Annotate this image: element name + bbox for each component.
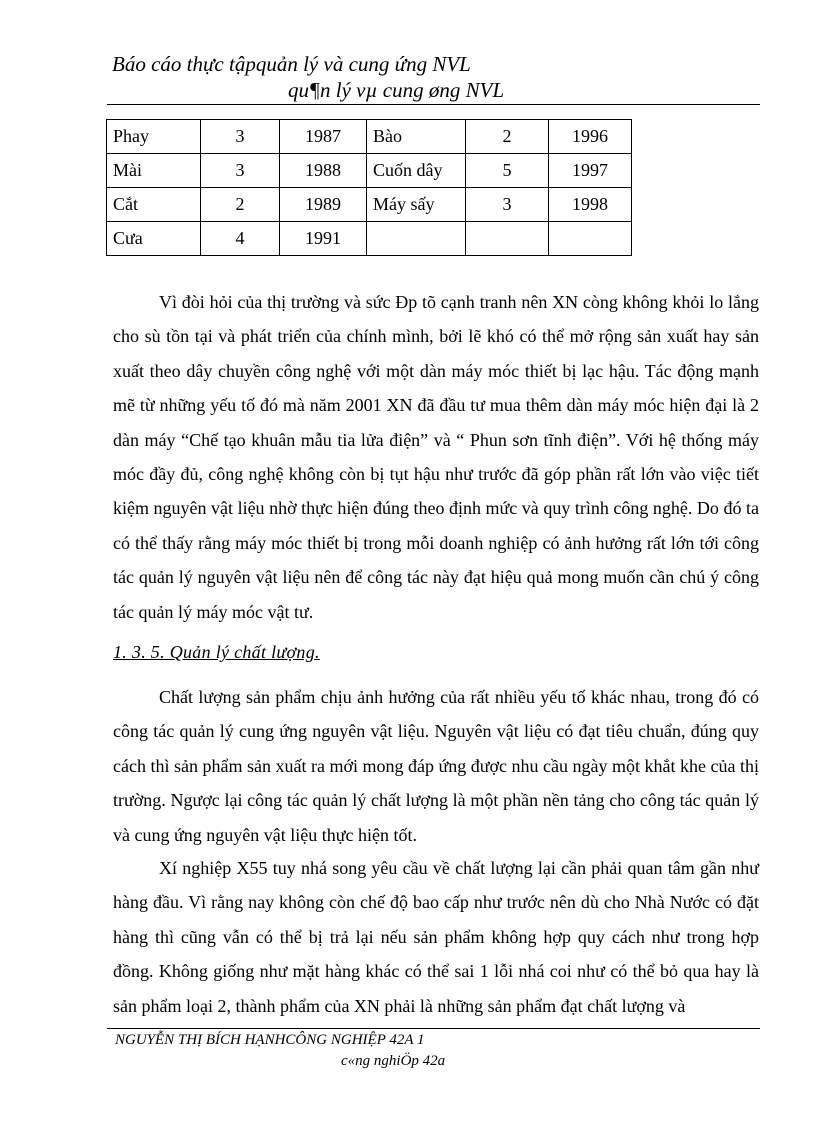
year-cell: 1989 — [280, 188, 367, 222]
quantity-cell: 3 — [466, 188, 549, 222]
quantity-cell: 2 — [201, 188, 280, 222]
body-paragraph-quality: Chất lượng sản phẩm chịu ảnh hưởng của rất nhiều yếu tố khác nhau, trong đó có công tác quản lý cung ứng nguyên vật liệu. Nguyên vật liệu có đạt tiêu chuẩn, đúng quy cách thì sản phẩm sản xuất ra mới mong đáp ứng được nhu cầu ngày một khắt khe của thị trường. Ngược lại công tác quản lý chất lượng là một phần nền tảng cho công tác quản lý và cung ứng nguyên vật liệu thực hiện tốt. — [113, 687, 759, 845]
table-row — [107, 154, 632, 188]
table-row — [107, 188, 632, 222]
quantity-cell: 3 — [201, 120, 280, 154]
machine-name-cell: Cuốn dây — [367, 154, 466, 188]
machine-name-cell: Cắt — [107, 188, 201, 222]
year-cell: 1987 — [280, 120, 367, 154]
running-header-legacy-encoding: qu¶n lý vµ cung øng NVL — [288, 78, 505, 102]
quantity-cell: 2 — [466, 120, 549, 154]
year-cell: 1988 — [280, 154, 367, 188]
year-cell: 1998 — [549, 188, 632, 222]
empty-cell — [466, 222, 549, 256]
year-cell: 1996 — [549, 120, 632, 154]
machine-name-cell: Bào — [367, 120, 466, 154]
quantity-cell: 4 — [201, 222, 280, 256]
empty-cell — [367, 222, 466, 256]
table-row — [107, 222, 632, 256]
table-row — [107, 120, 632, 154]
quantity-cell: 3 — [201, 154, 280, 188]
body-paragraph-machinery: Vì đòi hỏi của thị trường và sức Ðp tõ cạnh tranh nên XN còng không khỏi lo lắng cho sù tồn tại và phát triển của chính mình, bởi lẽ khó có thể mở rộng sản xuất hay sản xuất theo dây chuyền công nghệ với một dàn máy móc thiết bị lạc hậu. Tác động mạnh mẽ từ những yếu tố đó mà năm 2001 XN đã đầu tư mua thêm dàn máy móc hiện đại là 2 dàn máy “Chế tạo khuân mẫu tia lửa điện” và “ Phun sơn tĩnh điện”. Với hệ thống máy móc đầy đủ, công nghệ không còn bị tụt hậu như trước đã góp phần rất lớn vào việc tiết kiệm nguyên vật liệu nhờ thực hiện đúng theo định mức và quy trình công nghệ. Do đó ta có thể thấy rằng máy móc thiết bị trong mỗi doanh nghiệp có ảnh hưởng rất lớn tới công tác quản lý nguyên vật liệu nên để công tác này đạt hiệu quả mong muốn cần chú ý công tác quản lý máy móc vật tư. — [113, 292, 759, 622]
machine-name-cell: Máy sấy — [367, 188, 466, 222]
machine-name-cell: Cưa — [107, 222, 201, 256]
header-divider — [107, 104, 760, 105]
running-footer-legacy-encoding: c«ng nghiÖp 42a — [341, 1053, 446, 1069]
running-header: Báo cáo thực tậpquản lý và cung ứng NVL — [112, 52, 471, 76]
year-cell: 1991 — [280, 222, 367, 256]
body-paragraph-x55-quality: Xí nghiệp X55 tuy nhá song yêu cầu về chất lượng lại cần phải quan tâm gần như hàng đầu. Vì rằng nay không còn chế độ bao cấp như trước nên dù cho Nhà Nước có đặt hàng thì cũng vẫn có thể bị trả lại nếu sản phẩm không hợp quy cách như trong hợp đồng. Không giống như mặt hàng khác có thể sai 1 lỗi nhá coi như có thể bỏ qua hay là sản phẩm loại 2, thành phẩm của XN phải là những sản phẩm đạt chất lượng và — [113, 858, 759, 1016]
year-cell: 1997 — [549, 154, 632, 188]
running-footer: NGUYỄN THỊ BÍCH HẠNHCÔNG NGHIỆP 42A 1 — [115, 1032, 425, 1048]
empty-cell — [549, 222, 632, 256]
equipment-table — [106, 119, 632, 256]
machine-name-cell: Phay — [107, 120, 201, 154]
machine-name-cell: Mài — [107, 154, 201, 188]
footer-divider — [107, 1028, 760, 1029]
quantity-cell: 5 — [466, 154, 549, 188]
section-heading-quality-management: 1. 3. 5. Quản lý chất lượng. — [113, 642, 320, 662]
